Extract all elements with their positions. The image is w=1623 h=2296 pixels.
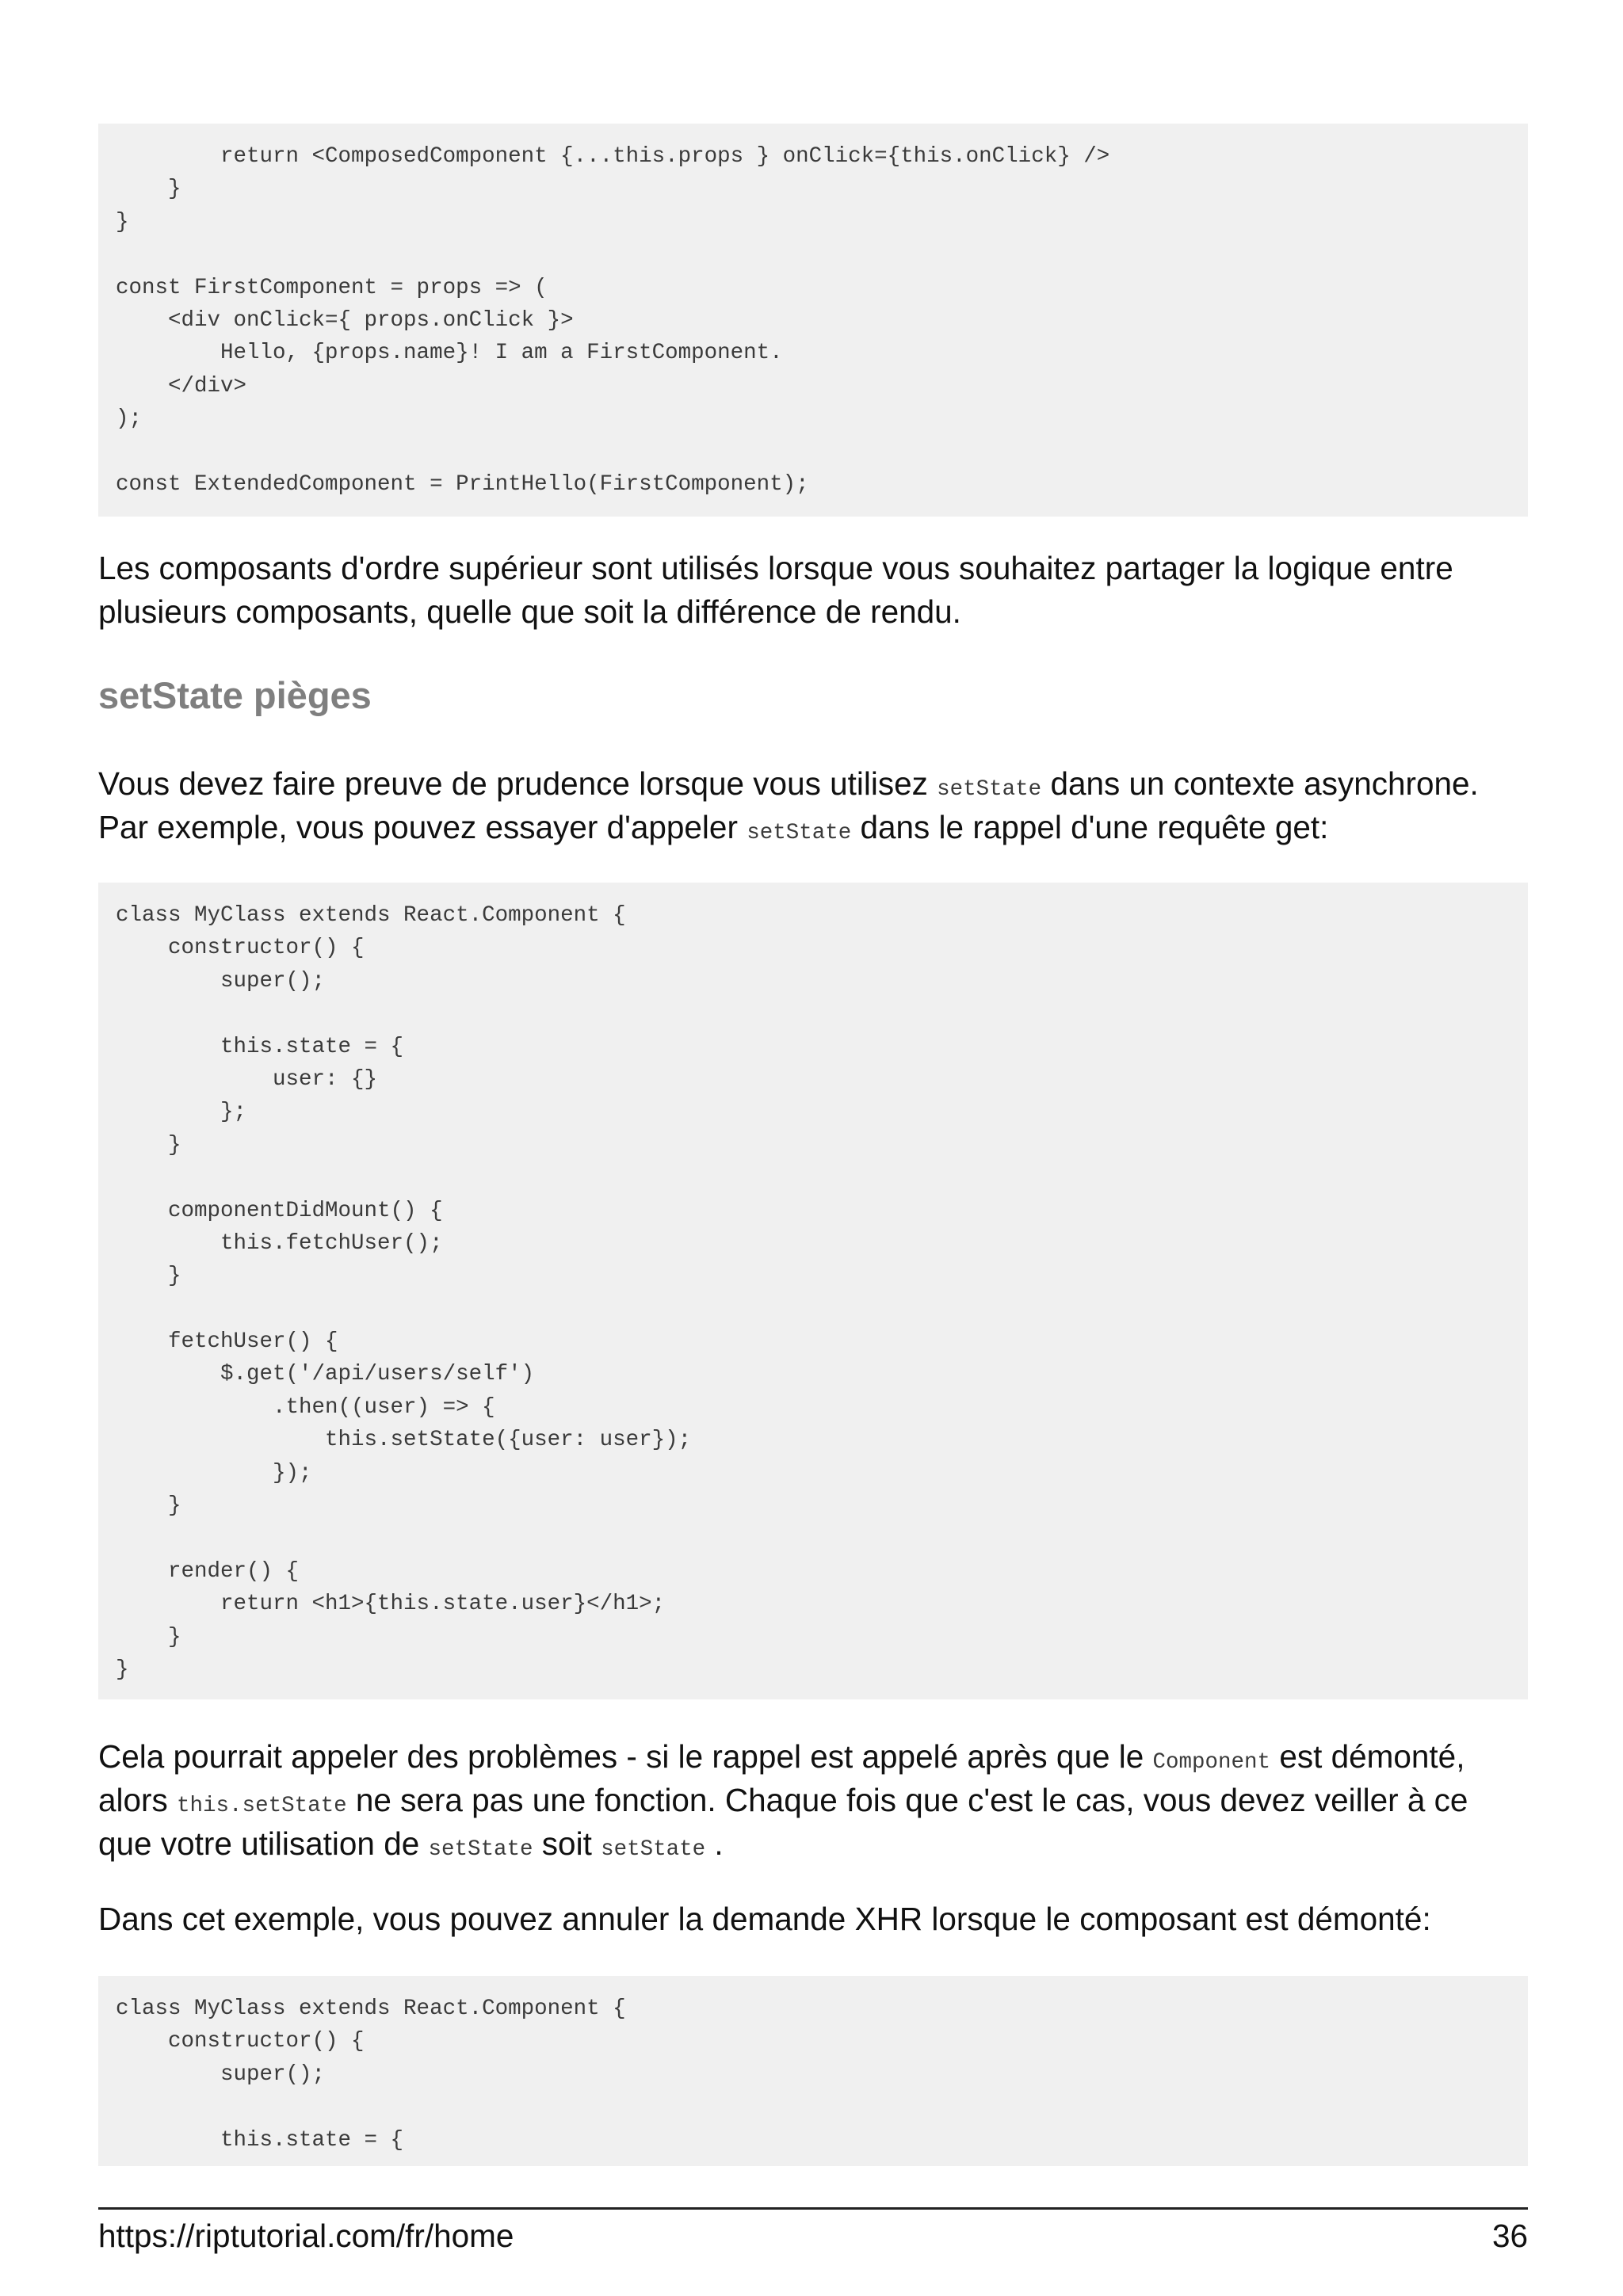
code-line: .then((user) => { (116, 1394, 495, 1420)
inline-code: setState (937, 777, 1042, 802)
code-line: return <h1>{this.state.user}</h1>; (116, 1592, 666, 1617)
code-block-myclass-fetch (98, 883, 1528, 1699)
code-line: render() { (116, 1558, 300, 1584)
inline-code: setState (601, 1837, 706, 1862)
text-line: Les composants d'ordre supérieur sont utilisés lorsque vous souhaitez partager la logique entre (98, 550, 1453, 586)
text-line: plusieurs composants, quelle que soit la différence de rendu. (98, 593, 961, 630)
code-line (116, 1161, 1528, 1194)
code-line: constructor() { (116, 2029, 365, 2054)
code-line: Hello, {props.name}! I am a FirstComponent. (116, 341, 783, 366)
text-span: alors (98, 1782, 178, 1818)
text-line (98, 806, 1541, 849)
text-span: soit (533, 1825, 601, 1862)
paragraph-setstate-async (98, 762, 1541, 849)
code-line: this.setState({user: user}); (116, 1428, 692, 1453)
code-block-hoc-example (98, 124, 1528, 517)
code-line: } (116, 1493, 181, 1519)
code-line (116, 997, 1528, 1030)
text-span: Cela pourrait appeler des problèmes - si le rappel est appelé après que le (98, 1738, 1153, 1775)
code-line: }; (116, 1100, 247, 1125)
footer-divider (98, 2207, 1528, 2210)
text-span: . (705, 1825, 724, 1862)
code-line: } (116, 1264, 181, 1289)
text-span: ne sera pas une fonction. Chaque fois que c'est le cas, vous devez veiller à ce (346, 1782, 1468, 1818)
code-line: </div> (116, 373, 247, 399)
text-line (98, 1779, 1541, 1822)
code-line: class MyClass extends React.Component { (116, 903, 626, 928)
code-line (116, 2091, 1528, 2123)
paragraph-setstate-problem (98, 1735, 1541, 1866)
inline-code: Component (1152, 1750, 1271, 1775)
text-line: Dans cet exemple, vous pouvez annuler la demande XHR lorsque le composant est démonté: (98, 1901, 1431, 1937)
code-line: ); (116, 406, 143, 432)
code-line: super(); (116, 968, 326, 994)
code-line: this.state = { (116, 2127, 404, 2153)
code-line: this.fetchUser(); (116, 1230, 443, 1256)
document-page (98, 0, 1528, 2296)
code-line: }); (116, 1460, 312, 1486)
section-heading-setstate: setState pièges (98, 674, 372, 716)
code-line: } (116, 1657, 129, 1682)
inline-code: setState (747, 821, 852, 845)
text-span: dans le rappel d'une requête get: (851, 809, 1329, 845)
code-line: <div onClick={ props.onClick }> (116, 307, 574, 333)
code-line: fetchUser() { (116, 1329, 338, 1355)
code-line: this.state = { (116, 1034, 404, 1059)
text-line (98, 1822, 1541, 1866)
text-span: est démonté, (1270, 1738, 1465, 1775)
code-line: } (116, 209, 129, 235)
code-line: const ExtendedComponent = PrintHello(FirstComponent); (116, 471, 809, 497)
paragraph-hoc-usage (98, 547, 1541, 634)
code-line: return <ComposedComponent {...this.props } onClick={this.onClick} /> (116, 144, 1110, 169)
code-line (116, 1293, 1528, 1325)
code-line (116, 238, 1528, 271)
code-line: } (116, 177, 181, 202)
text-line (98, 1735, 1541, 1779)
text-line (98, 762, 1541, 806)
footer-link[interactable]: https://riptutorial.com/fr/home (98, 2218, 514, 2254)
code-line: constructor() { (116, 936, 365, 961)
code-block-myclass-cancel (98, 1976, 1528, 2166)
inline-code: this.setState (177, 1794, 347, 1818)
code-line: class MyClass extends React.Component { (116, 1997, 626, 2021)
text-span: que votre utilisation de (98, 1825, 429, 1862)
code-line: user: {} (116, 1066, 378, 1092)
page-number: 36 (1491, 2218, 1528, 2254)
code-line: super(); (116, 2061, 326, 2087)
code-line: componentDidMount() { (116, 1198, 443, 1223)
paragraph-cancel-xhr (98, 1897, 1541, 1941)
code-line (116, 1522, 1528, 1554)
text-span: dans un contexte asynchrone. (1041, 765, 1479, 802)
code-line (116, 436, 1528, 468)
inline-code: setState (428, 1837, 533, 1862)
code-line: $.get('/api/users/self') (116, 1362, 535, 1387)
text-span: Vous devez faire preuve de prudence lorsque vous utilisez (98, 765, 938, 802)
code-line: } (116, 1132, 181, 1158)
text-span: Par exemple, vous pouvez essayer d'appeler (98, 809, 747, 845)
code-line: } (116, 1624, 181, 1650)
code-line: const FirstComponent = props => ( (116, 275, 548, 300)
